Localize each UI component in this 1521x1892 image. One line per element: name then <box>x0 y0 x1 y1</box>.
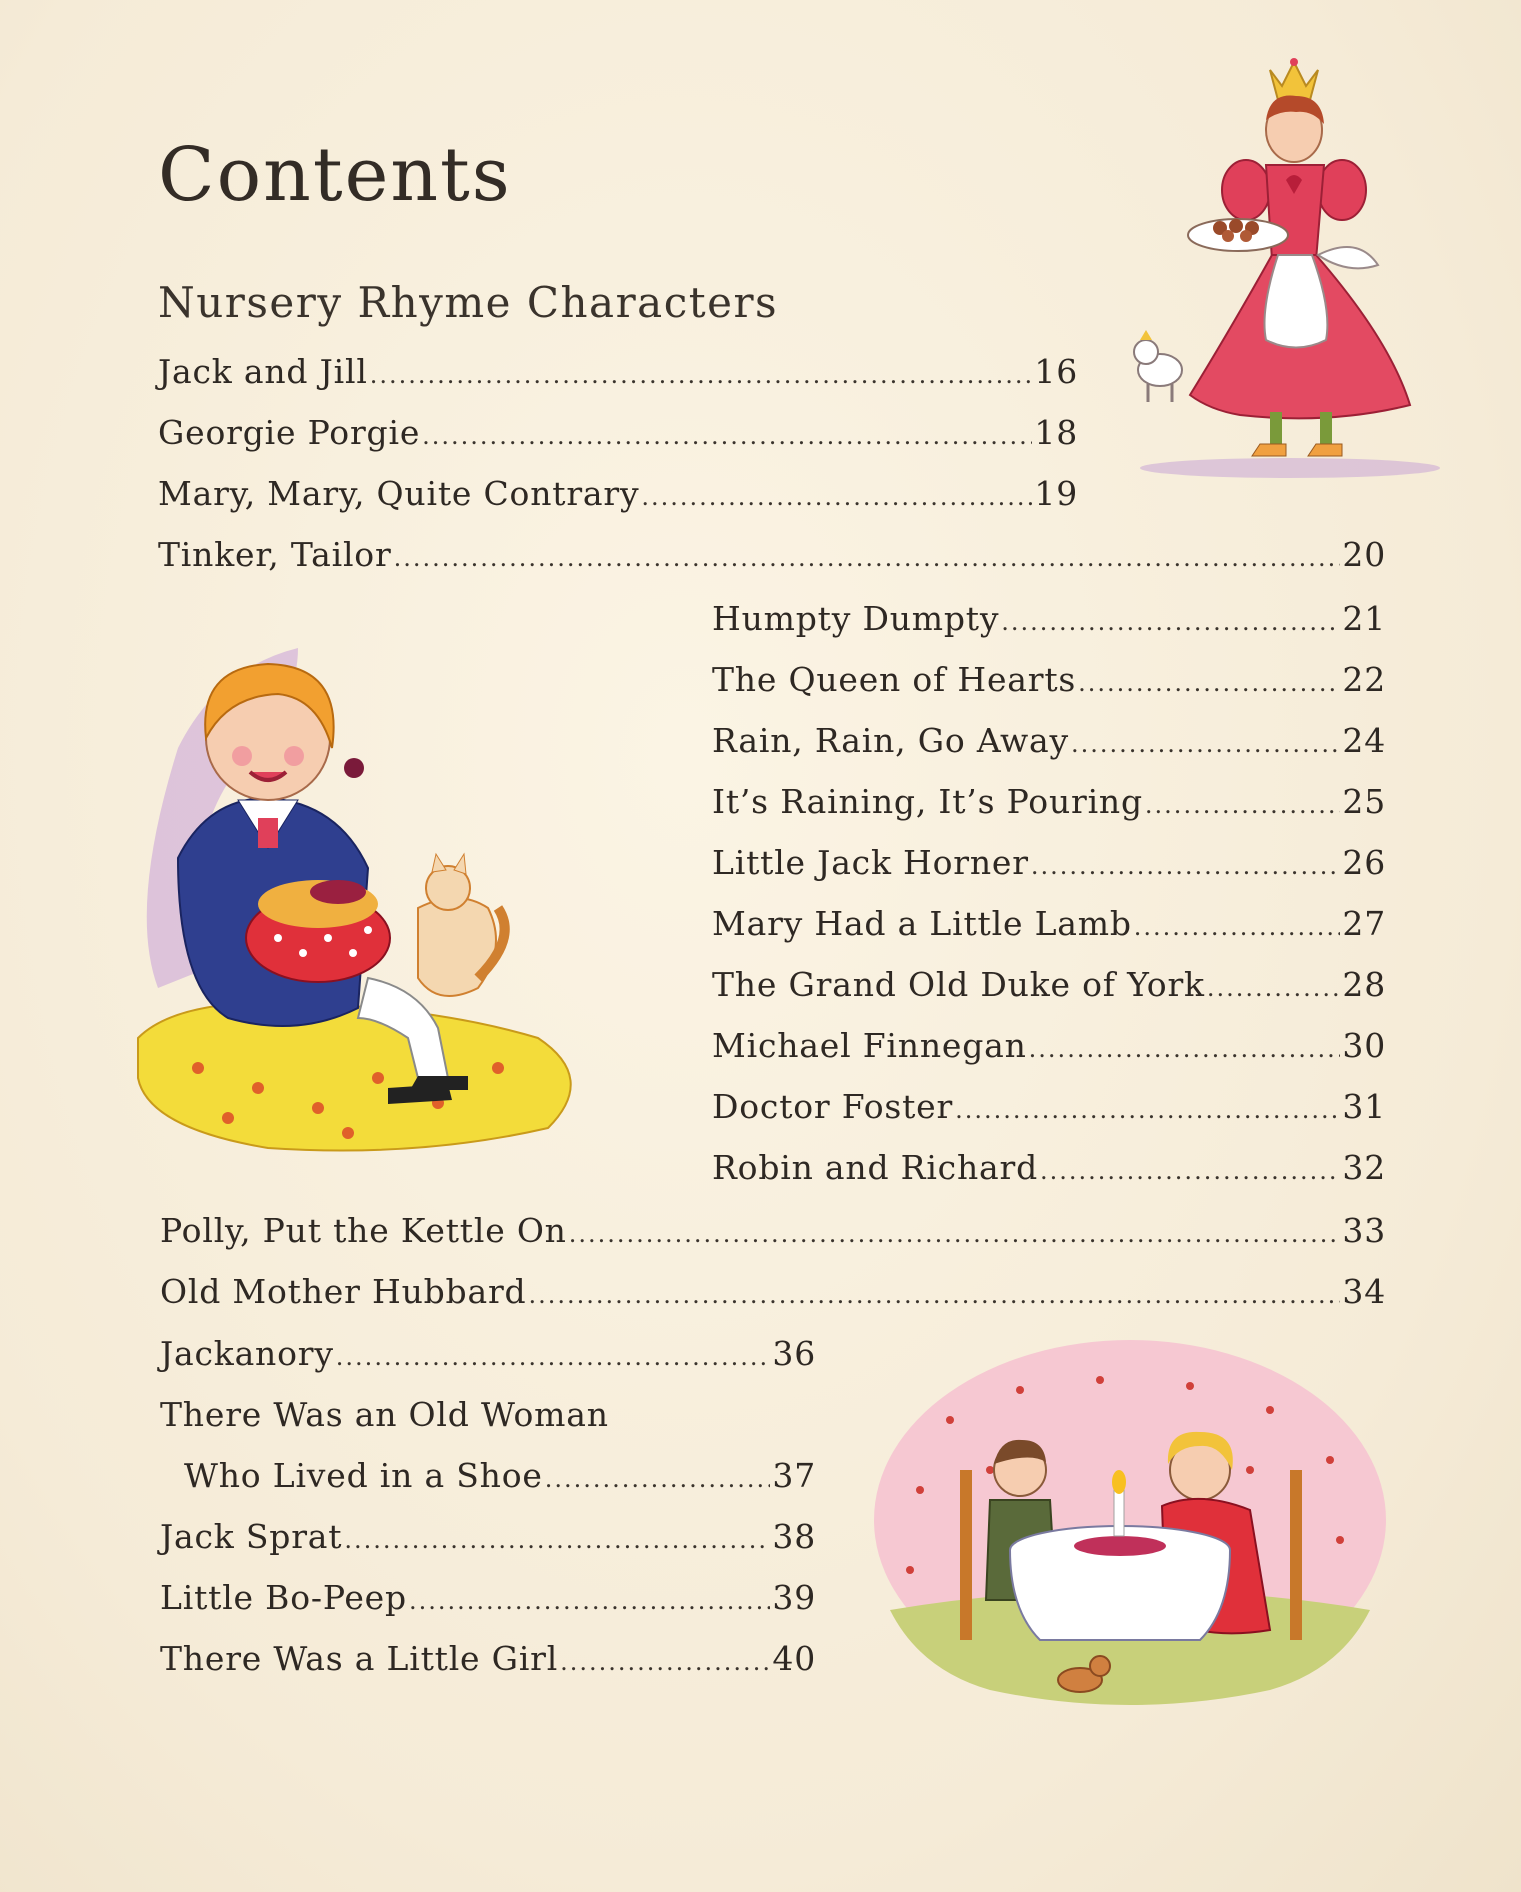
dot-leader <box>1029 1035 1341 1063</box>
toc-entry-page: 19 <box>1034 474 1078 513</box>
toc-entry-title: The Grand Old Duke of York <box>712 965 1205 1004</box>
toc-entry-title: The Queen of Hearts <box>712 660 1077 699</box>
dot-leader <box>1145 791 1340 819</box>
toc-entry-page: 32 <box>1342 1148 1386 1187</box>
toc-entry-page: 24 <box>1342 721 1386 760</box>
toc-entry-page: 26 <box>1342 843 1386 882</box>
dot-leader <box>370 361 1033 389</box>
toc-entry-title: Little Bo-Peep <box>160 1578 407 1617</box>
toc-entry-page: 18 <box>1034 413 1078 452</box>
dot-leader <box>1071 730 1340 758</box>
dot-leader <box>1207 974 1341 1002</box>
toc-entry-title: Polly, Put the Kettle On <box>160 1211 567 1250</box>
toc-entry[interactable] <box>158 535 1386 585</box>
toc-entry-title: Jack Sprat <box>160 1517 343 1556</box>
toc-entry-title: There Was a Little Girl <box>160 1639 559 1678</box>
toc-entry-page: 28 <box>1342 965 1386 1004</box>
dot-leader <box>409 1587 770 1615</box>
toc-entry-page: 30 <box>1342 1026 1386 1065</box>
toc-entry[interactable] <box>712 843 1386 893</box>
toc-entry-page: 36 <box>772 1334 816 1373</box>
toc-entry-page: 37 <box>772 1456 816 1495</box>
toc-entry[interactable] <box>160 1211 1386 1261</box>
jack-sprat-dinner-illustration <box>870 1340 1390 1720</box>
toc-entry[interactable] <box>160 1334 816 1384</box>
toc-entry-page: 40 <box>772 1639 816 1678</box>
dot-leader <box>336 1343 771 1371</box>
dot-leader <box>569 1220 1341 1248</box>
toc-entry[interactable] <box>712 721 1386 771</box>
toc-entry-title: Tinker, Tailor <box>158 535 392 574</box>
dot-leader <box>1031 852 1341 880</box>
toc-entry[interactable] <box>712 1087 1386 1137</box>
toc-entry-page: 39 <box>772 1578 816 1617</box>
toc-entry-page: 33 <box>1342 1211 1386 1250</box>
dot-leader <box>1078 669 1340 697</box>
toc-entry-title: There Was an Old Woman <box>160 1395 609 1434</box>
toc-entry[interactable] <box>712 1026 1386 1076</box>
dot-leader <box>1134 913 1341 941</box>
toc-entry[interactable] <box>160 1639 816 1689</box>
toc-entry[interactable] <box>712 660 1386 710</box>
toc-entry[interactable] <box>712 1148 1386 1198</box>
toc-entry-page: 20 <box>1342 535 1386 574</box>
toc-entry-page: 21 <box>1342 599 1386 638</box>
toc-entry[interactable] <box>160 1578 816 1628</box>
toc-entry-title: Robin and Richard <box>712 1148 1038 1187</box>
toc-entry[interactable] <box>712 904 1386 954</box>
toc-entry-title: Doctor Foster <box>712 1087 954 1126</box>
toc-entry-page: 31 <box>1342 1087 1386 1126</box>
queen-of-hearts-illustration <box>1120 40 1460 480</box>
toc-entry-page: 34 <box>1342 1272 1386 1311</box>
dot-leader <box>344 1526 770 1554</box>
toc-entry-title: Who Lived in a Shoe <box>184 1456 543 1495</box>
little-jack-horner-illustration <box>118 608 668 1168</box>
toc-entry-title: Jackanory <box>160 1334 334 1373</box>
dot-leader <box>641 483 1032 511</box>
toc-entry-title: Rain, Rain, Go Away <box>712 721 1069 760</box>
toc-entry[interactable] <box>160 1517 816 1567</box>
toc-entry-title: Little Jack Horner <box>712 843 1029 882</box>
toc-entry[interactable] <box>158 474 1078 524</box>
toc-entry-page: 38 <box>772 1517 816 1556</box>
toc-entry-title: Old Mother Hubbard <box>160 1272 527 1311</box>
toc-entry-title: Jack and Jill <box>158 352 368 391</box>
toc-entry-title: Georgie Porgie <box>158 413 421 452</box>
toc-entry-title: Humpty Dumpty <box>712 599 1000 638</box>
dot-leader <box>560 1648 770 1676</box>
section-heading: Nursery Rhyme Characters <box>158 278 779 327</box>
toc-entry[interactable] <box>712 965 1386 1015</box>
dot-leader <box>955 1096 1340 1124</box>
toc-entry[interactable] <box>712 599 1386 649</box>
dot-leader <box>1001 608 1340 636</box>
toc-entry-continuation[interactable] <box>184 1456 816 1506</box>
dot-leader <box>528 1281 1340 1309</box>
toc-entry-title: Mary, Mary, Quite Contrary <box>158 474 640 513</box>
toc-entry[interactable] <box>158 413 1078 463</box>
toc-entry-page: 22 <box>1342 660 1386 699</box>
dot-leader <box>545 1465 771 1493</box>
dot-leader <box>1040 1157 1340 1185</box>
toc-entry[interactable] <box>160 1272 1386 1322</box>
toc-entry[interactable] <box>158 352 1078 402</box>
toc-entry[interactable] <box>160 1395 816 1445</box>
toc-entry-page: 16 <box>1034 352 1078 391</box>
toc-entry-page: 27 <box>1342 904 1386 943</box>
toc-entry-title: It’s Raining, It’s Pouring <box>712 782 1143 821</box>
toc-entry[interactable] <box>712 782 1386 832</box>
dot-leader <box>394 544 1341 572</box>
page-title: Contents <box>158 132 512 218</box>
toc-entry-title: Mary Had a Little Lamb <box>712 904 1132 943</box>
dot-leader <box>422 422 1032 450</box>
toc-entry-title: Michael Finnegan <box>712 1026 1027 1065</box>
toc-entry-page: 25 <box>1342 782 1386 821</box>
